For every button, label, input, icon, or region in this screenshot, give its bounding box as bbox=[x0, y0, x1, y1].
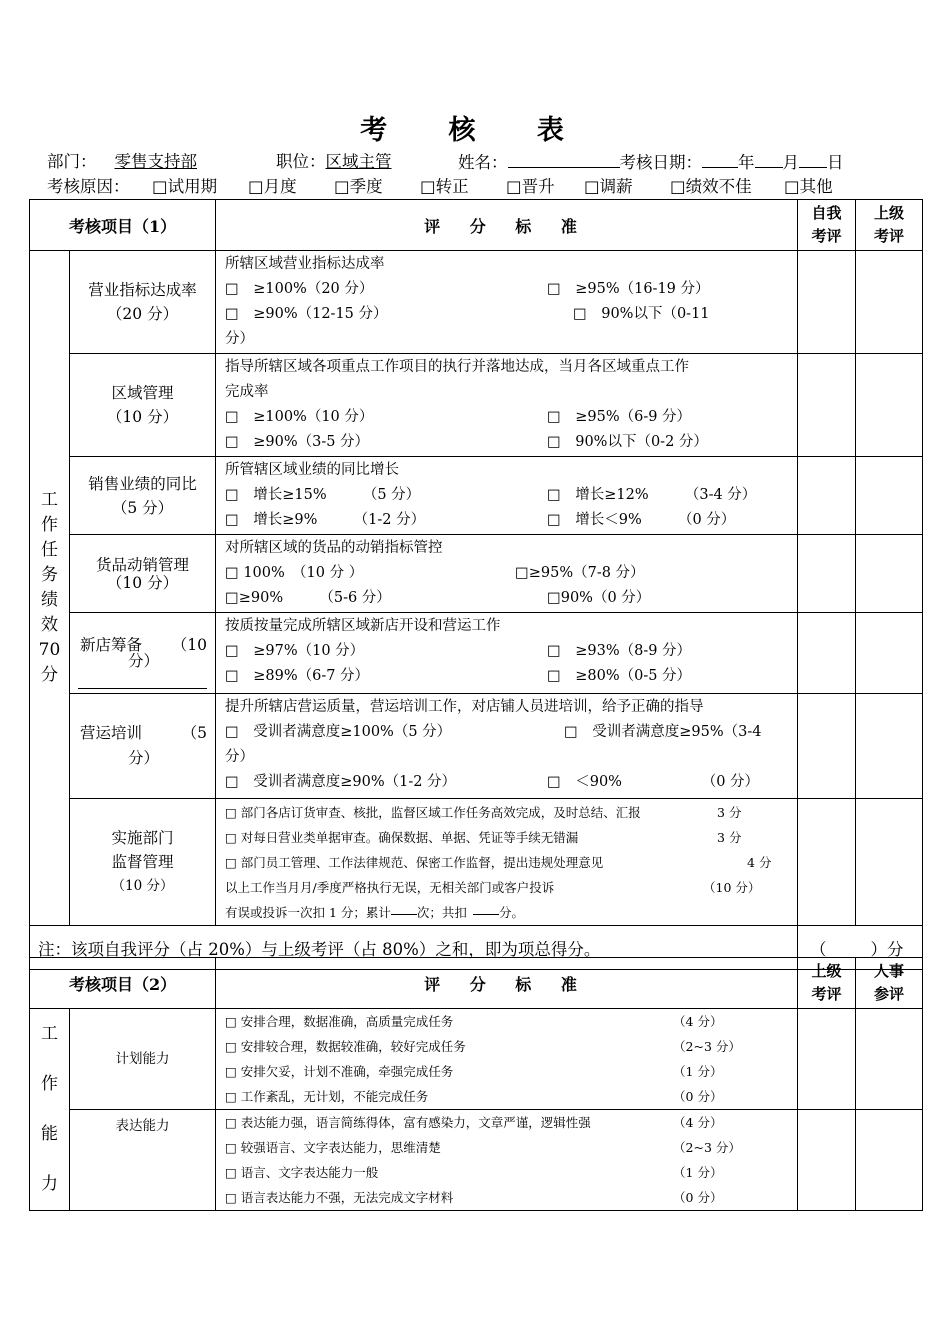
option[interactable]: □ 语言表达能力不强，无法完成文字材料 bbox=[225, 1190, 454, 1205]
penalty-total-field[interactable] bbox=[473, 900, 499, 915]
hr-score-cell[interactable] bbox=[856, 1009, 923, 1110]
self-score-cell[interactable] bbox=[798, 457, 856, 535]
col-header-superior: 上级 考评 bbox=[856, 200, 923, 251]
criteria-sales-target: 所辖区域营业指标达成率 □ ≥100%（20 分） □ ≥95%（16-19 分） □ ≥90%（12-15 分） □ 90%以下（0-11 分） bbox=[216, 251, 798, 354]
reason-quarterly[interactable]: □季度 bbox=[334, 177, 383, 196]
item-new-store: 新店筹备 （10 分） bbox=[70, 613, 216, 694]
position-label: 职位： bbox=[276, 152, 326, 171]
superior-score-cell[interactable] bbox=[856, 535, 923, 613]
col-header-criteria: 评 分 标 准 bbox=[216, 958, 798, 1009]
criteria-supervision: □ 部门各店订货审查、核批，监督区域工作任务高效完成，及时总结、汇报 3 分 □ 对每日营业类单据审查。确保数据、单据、凭证等手续无错漏 3 分 □ 部门员工管理、工作法律规范、保密工作监督，提出违规处理意见 4 分 以上工作当月月/季度严格执行无误，无相关部门或客户投诉 （10 分） 有误或投诉一次扣 1 分；累计 次；共扣 分。 bbox=[216, 799, 798, 926]
day-label: 日 bbox=[827, 153, 844, 172]
item-goods-turnover: 货品动销管理 （10 分） bbox=[70, 535, 216, 613]
option[interactable]: □≥95%（7-8 分） bbox=[515, 565, 645, 581]
total-score-field[interactable]: （ ）分 bbox=[798, 926, 923, 970]
option[interactable]: □ ≥100%（10 分） bbox=[225, 409, 374, 425]
self-score-cell[interactable] bbox=[798, 799, 856, 926]
item-supervision: 实施部门 监督管理 （10 分） bbox=[70, 799, 216, 926]
criteria-sales-yoy: 所管辖区域业绩的同比增长 □ 增长≥15% （5 分） □ 增长≥12% （3-4 分） □ 增长≥9% （1-2 分） □ 增长＜9% （0 分） bbox=[216, 457, 798, 535]
option[interactable]: □ 90%以下（0-11 bbox=[573, 306, 710, 322]
criteria-expression-ability: □ 表达能力强，语言简练得体，富有感染力，文章严谨，逻辑性强 （4 分） □ 较强语言、文字表达能力，思维清楚 （2~3 分） □ 语言、文字表达能力一般 （1 分） □ 语言表达能力不强，无法完成文字材料 （0 分） bbox=[216, 1110, 798, 1211]
option[interactable]: □ 安排合理，数据准确，高质量完成任务 bbox=[225, 1014, 454, 1029]
assessment-table-1 bbox=[29, 199, 923, 970]
col-header-self: 自我 考评 bbox=[798, 200, 856, 251]
option[interactable]: □ 部门员工管理、工作法律规范、保密工作监督，提出违规处理意见 bbox=[225, 855, 604, 870]
criteria-goods-turnover: 对所辖区域的货品的动销指标管控 □ 100% （10 分 ） □≥95%（7-8 分） □≥90% （5-6 分） □90%（0 分） bbox=[216, 535, 798, 613]
superior-score-cell[interactable] bbox=[856, 799, 923, 926]
item-planning-ability: 计划能力 bbox=[70, 1009, 216, 1110]
self-score-cell[interactable] bbox=[798, 354, 856, 457]
option[interactable]: □ ≥80%（0-5 分） bbox=[547, 668, 692, 684]
option[interactable]: □≥90% （5-6 分） bbox=[225, 590, 391, 606]
reason-label: 考核原因： bbox=[47, 177, 130, 196]
option[interactable]: □ 安排较合理，数据较准确，较好完成任务 bbox=[225, 1039, 466, 1054]
name-label: 姓名： bbox=[458, 153, 508, 172]
option[interactable]: □ 受训者满意度≥100%（5 分） bbox=[225, 724, 452, 740]
col-header-item: 考核项目（2） bbox=[30, 958, 216, 1009]
date-label: 考核日期： bbox=[619, 153, 702, 172]
item-operations-training: 营运培训 （5 分） bbox=[70, 694, 216, 799]
total-note: 注：该项自我评分（占 20%）与上级考评（占 80%）之和，即为项总得分。 bbox=[30, 926, 798, 970]
year-field[interactable] bbox=[702, 151, 738, 168]
item-sales-target: 营业指标达成率 （20 分） bbox=[70, 251, 216, 354]
hr-score-cell[interactable] bbox=[856, 1110, 923, 1211]
superior-score-cell[interactable] bbox=[856, 613, 923, 694]
superior-score-cell[interactable] bbox=[856, 354, 923, 457]
category-work-ability: 工 作 能 力 bbox=[30, 1009, 70, 1211]
option[interactable]: □ ≥90%（3-5 分） bbox=[225, 434, 370, 450]
option[interactable]: □ ＜90% （0 分） bbox=[547, 774, 760, 790]
option[interactable]: □ 增长≥15% （5 分） bbox=[225, 487, 421, 503]
reason-monthly[interactable]: □月度 bbox=[248, 177, 297, 196]
criteria-planning-ability: □ 安排合理，数据准确，高质量完成任务 （4 分） □ 安排较合理，数据较准确，较好完成任务 （2~3 分） □ 安排欠妥，计划不准确，牵强完成任务 （1 分） □ 工作紊乱，无计划，不能完成任务 （0 分） bbox=[216, 1009, 798, 1110]
self-score-cell[interactable] bbox=[798, 251, 856, 354]
option[interactable]: □ 较强语言、文字表达能力，思维清楚 bbox=[225, 1140, 441, 1155]
dept-value: 零售支持部 bbox=[114, 152, 197, 171]
info-line bbox=[47, 151, 197, 173]
option[interactable]: □ ≥95%（16-19 分） bbox=[547, 281, 710, 297]
item-expression-ability: 表达能力 bbox=[70, 1110, 216, 1211]
option[interactable]: □ ≥93%（8-9 分） bbox=[547, 643, 692, 659]
reason-confirmation[interactable]: □转正 bbox=[420, 177, 469, 196]
criteria-region-management: 指导所辖区域各项重点工作项目的执行并落地达成，当月各区域重点工作 完成率 □ ≥100%（10 分） □ ≥95%（6-9 分） □ ≥90%（3-5 分） □ 90%以下（0-2 分） bbox=[216, 354, 798, 457]
option[interactable]: □90%（0 分） bbox=[547, 590, 651, 606]
option[interactable]: □ 增长≥9% （1-2 分） bbox=[225, 512, 426, 528]
option[interactable]: □ 受训者满意度≥95%（3-4 bbox=[564, 724, 762, 740]
assessment-table-2 bbox=[29, 957, 923, 1211]
position-value: 区域主管 bbox=[325, 152, 392, 171]
option[interactable]: □ 增长≥12% （3-4 分） bbox=[547, 487, 757, 503]
option[interactable]: □ 工作紊乱，无计划，不能完成任务 bbox=[225, 1089, 429, 1104]
item-sales-yoy: 销售业绩的同比 （5 分） bbox=[70, 457, 216, 535]
superior-score-cell[interactable] bbox=[856, 457, 923, 535]
reason-salary[interactable]: □调薪 bbox=[584, 177, 633, 196]
option[interactable]: □ 部门各店订货审查、核批，监督区域工作任务高效完成，及时总结、汇报 bbox=[225, 805, 641, 820]
year-label: 年 bbox=[738, 153, 755, 172]
option[interactable]: □ 受训者满意度≥90%（1-2 分） bbox=[225, 774, 457, 790]
page-title: 考 核 表 bbox=[360, 115, 590, 146]
reason-probation[interactable]: □试用期 bbox=[152, 177, 218, 196]
option[interactable]: □ 对每日营业类单据审查。确保数据、单据、凭证等手续无错漏 bbox=[225, 830, 579, 845]
superior-score-cell[interactable] bbox=[798, 1110, 856, 1211]
month-field[interactable] bbox=[755, 151, 783, 168]
name-field[interactable] bbox=[508, 151, 620, 168]
option[interactable]: □ 增长＜9% （0 分） bbox=[547, 512, 736, 528]
option[interactable]: □ ≥97%（10 分） bbox=[225, 643, 365, 659]
option[interactable]: □ 安排欠妥，计划不准确，牵强完成任务 bbox=[225, 1064, 454, 1079]
penalty-count-field[interactable] bbox=[391, 900, 417, 915]
col-header-criteria: 评 分 标 准 bbox=[216, 200, 798, 251]
option[interactable]: □ 100% （10 分 ） bbox=[225, 565, 364, 581]
month-label: 月 bbox=[782, 153, 799, 172]
criteria-new-store: 按质按量完成所辖区域新店开设和营运工作 □ ≥97%（10 分） □ ≥93%（8-9 分） □ ≥89%（6-7 分） □ ≥80%（0-5 分） bbox=[216, 613, 798, 694]
option[interactable]: □ ≥89%（6-7 分） bbox=[225, 668, 370, 684]
item-region-management: 区域管理 （10 分） bbox=[70, 354, 216, 457]
self-score-cell[interactable] bbox=[798, 613, 856, 694]
category-work-performance: 工 作 任 务 绩 效 70 分 bbox=[30, 251, 70, 926]
self-score-cell[interactable] bbox=[798, 535, 856, 613]
superior-score-cell[interactable] bbox=[856, 251, 923, 354]
col-header-item: 考核项目（1） bbox=[30, 200, 216, 251]
reason-promotion[interactable]: □晋升 bbox=[506, 177, 555, 196]
dept-label: 部门： bbox=[47, 152, 97, 171]
criteria-operations-training: 提升所辖店营运质量，营运培训工作，对店铺人员进培训，给予正确的指导 □ 受训者满意度≥100%（5 分） □ 受训者满意度≥95%（3-4 分） □ 受训者满意度≥90%（1-2 分） □ ＜90% （0 分） bbox=[216, 694, 798, 799]
option[interactable]: □ ≥90%（12-15 分） bbox=[225, 306, 388, 322]
option[interactable]: □ 90%以下（0-2 分） bbox=[547, 434, 708, 450]
col-header-superior: 上级 考评 bbox=[798, 958, 856, 1009]
day-field[interactable] bbox=[799, 151, 827, 168]
option[interactable]: □ 语言、文字表达能力一般 bbox=[225, 1165, 379, 1180]
superior-score-cell[interactable] bbox=[856, 694, 923, 799]
self-score-cell[interactable] bbox=[798, 694, 856, 799]
reason-performance[interactable]: □绩效不佳 bbox=[670, 177, 752, 196]
superior-score-cell[interactable] bbox=[798, 1009, 856, 1110]
option[interactable]: □ 表达能力强，语言简练得体，富有感染力，文章严谨，逻辑性强 bbox=[225, 1115, 591, 1130]
option[interactable]: □ ≥100%（20 分） bbox=[225, 281, 374, 297]
col-header-hr: 人事 参评 bbox=[856, 958, 923, 1009]
reason-other[interactable]: □其他 bbox=[784, 177, 833, 196]
option[interactable]: □ ≥95%（6-9 分） bbox=[547, 409, 692, 425]
